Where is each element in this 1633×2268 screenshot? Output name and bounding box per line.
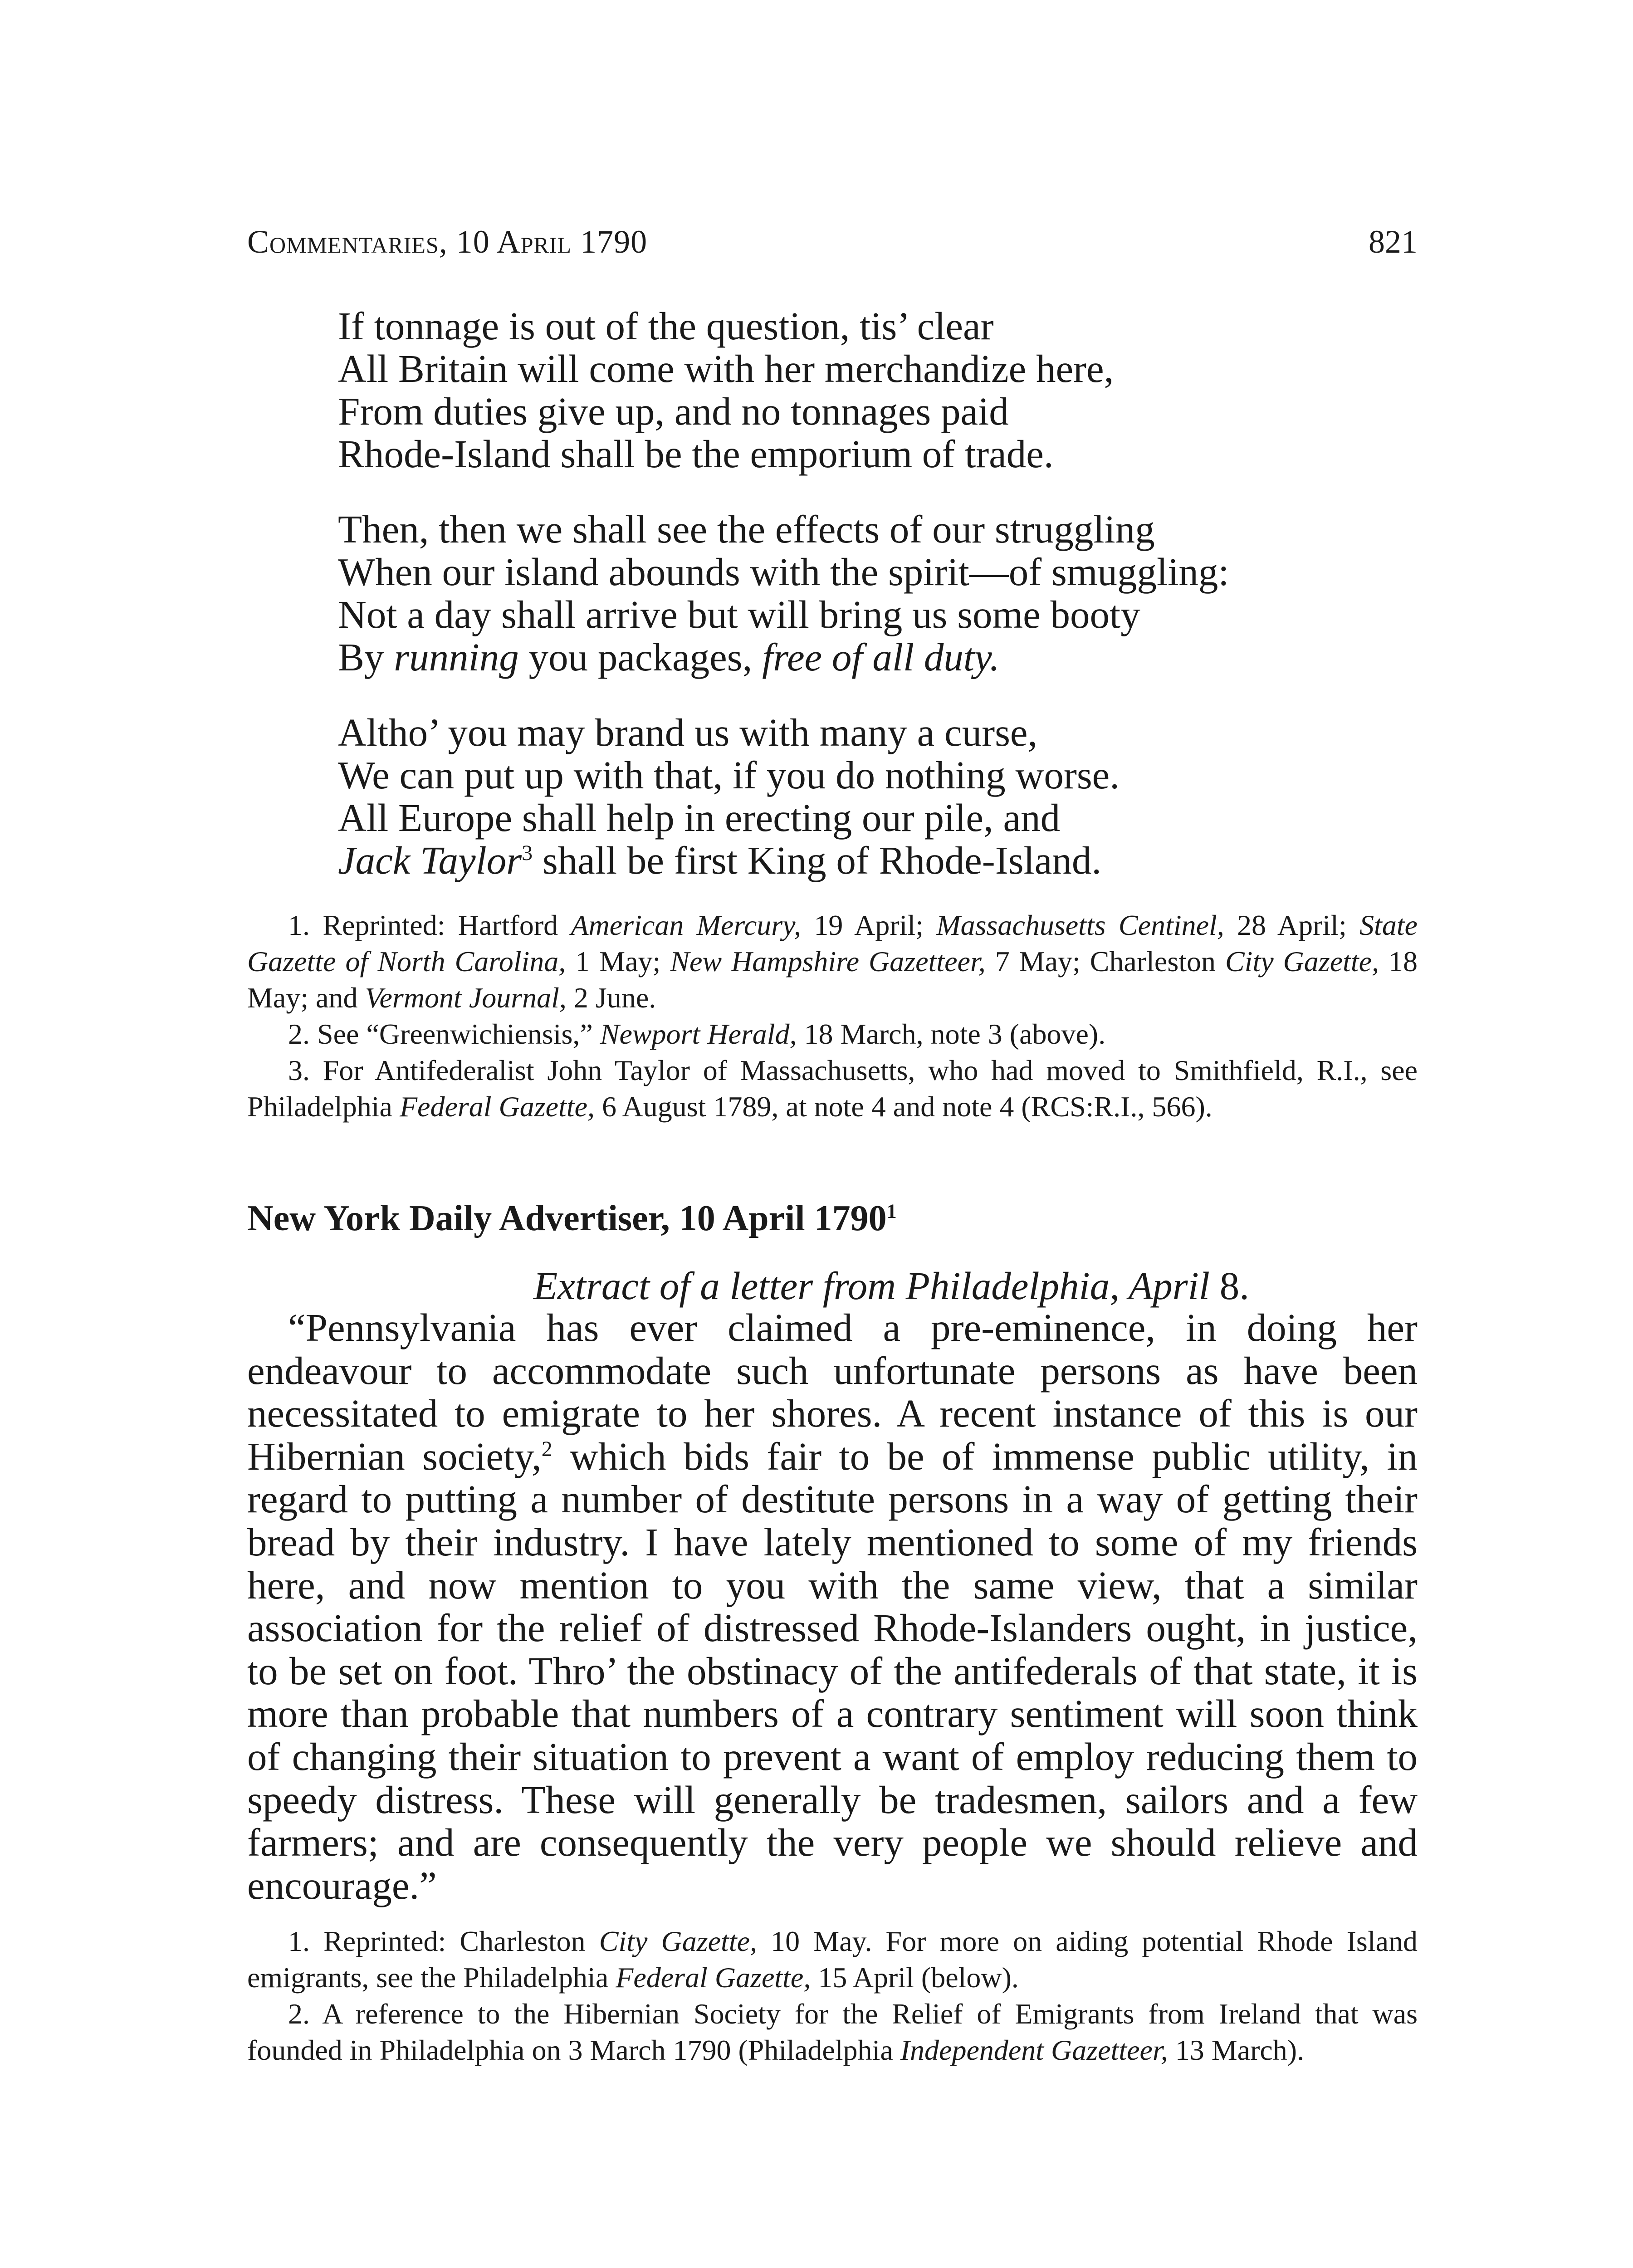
poem-italic-text: free of all duty. (762, 635, 1000, 679)
poem-line: From duties give up, and no tonnages paid (338, 389, 1009, 433)
footnote-text: 2. See “Greenwichiensis,” (288, 1018, 600, 1050)
publication-title: City Gazette, (599, 1925, 758, 1957)
footnote-text: 13 March). (1168, 2034, 1305, 2066)
poem-line: If tonnage is out of the question, tis’ clear (338, 304, 994, 348)
footnote-marker: 2 (541, 1437, 552, 1461)
section-title (247, 1196, 897, 1241)
poem-text: By (338, 635, 394, 679)
footnote (247, 1996, 1418, 2068)
footnote (247, 1923, 1418, 1996)
poem-text: shall be first King of Rhode-Island. (533, 838, 1102, 882)
page-header (247, 221, 1418, 262)
footnote-marker: 1 (886, 1200, 897, 1222)
footnote-text: 18 May; and (247, 945, 1418, 1014)
footnote-text: 3. For Antifederalist John Taylor of Massachusetts, who had moved to Smithfield, R.I., see Philadelphia (247, 1054, 1418, 1123)
poem-line: All Britain will come with her merchandize here, (338, 347, 1114, 391)
poem-stanza-2 (338, 508, 1229, 679)
publication-title: Federal Gazette, (616, 1961, 811, 1994)
footnote-text: 2 June. (566, 982, 656, 1014)
footnote-text: 28 April; (1224, 909, 1360, 941)
footnote-text: 7 May; Charleston (985, 945, 1225, 978)
poem-line: Rhode-Island shall be the emporium of trade. (338, 432, 1054, 476)
dateline-text: 8. (1209, 1264, 1249, 1308)
footnote (247, 1052, 1418, 1125)
poem-line: Altho’ you may brand us with many a curse, (338, 710, 1038, 754)
publication-title: Newport Herald, (600, 1018, 797, 1050)
poem-line: Not a day shall arrive but will bring us some booty (338, 592, 1140, 636)
poem-line: We can put up with that, if you do nothing worse. (338, 753, 1120, 797)
paragraph (247, 1306, 1418, 1907)
footnote-text: 18 March, note 3 (above). (797, 1018, 1106, 1050)
publication-title: Vermont Journal, (365, 982, 567, 1014)
footnote-text: 10 May. For more on aiding potential Rhode Island emigrants, see the Philadelphia (247, 1925, 1418, 1994)
poem-line: All Europe shall help in erecting our pile, and (338, 796, 1061, 840)
publication-title: New Hampshire Gazetteer, (670, 945, 986, 978)
footnote-marker: 3 (522, 841, 533, 865)
footnote-text: 1. Reprinted: Charleston (288, 1925, 599, 1957)
footnote-text: 15 April (below). (811, 1961, 1019, 1994)
footnote-text: 1 May; (566, 945, 670, 978)
footnotes-letter (247, 1923, 1418, 2068)
poem-line (338, 839, 1120, 882)
publication-title: Independent Gazetteer, (900, 2034, 1168, 2066)
footnote-text: 1. Reprinted: Hartford (288, 909, 571, 941)
footnote-text: 6 August 1789, at note 4 and note 4 (RCS:R.I., 566). (595, 1090, 1213, 1123)
page-number: 821 (1369, 224, 1418, 260)
poem-italic-text: Jack Taylor (338, 838, 522, 882)
publication-title: City Gazette, (1225, 945, 1379, 978)
publication-title: State Gazette of North Carolina, (247, 909, 1418, 978)
paragraph-text: which bids fair to be of immense public utility, in regard to putting a number of destitute persons in a way of getting their bread by their industry. I have lately mentioned to some of my friends here, and now mention to you with the same view, that a similar association for the relief of distressed Rhode-Islanders ought, in justice, to be set on foot. Thro’ the obstinacy of the antifederals of that state, it is more than probable that numbers of a contrary sentiment will soon think of changing their situation to prevent a want of employ reducing them to speedy distress. These will generally be tradesmen, sailors and a few farmers; and are consequently the very people we should relieve and encourage.” (247, 1434, 1418, 1907)
poem-line (338, 636, 1229, 679)
publication-title: Massachusetts Centinel, (936, 909, 1224, 941)
poem-line: When our island abounds with the spirit—of smuggling: (338, 550, 1229, 594)
poem-stanza-3 (338, 711, 1120, 882)
poem-line: Then, then we shall see the effects of our struggling (338, 507, 1155, 551)
publication-title: Federal Gazette, (399, 1090, 595, 1123)
publication-title: American Mercury, (571, 909, 801, 941)
footnote-text: 2. A reference to the Hibernian Society for the Relief of Emigrants from Ireland that was founded in Philadelphia on 3 March 1790 (Philadelphia (247, 1998, 1418, 2066)
dateline-italic: Extract of a letter from Philadelphia, April (533, 1264, 1210, 1308)
footnote (247, 907, 1418, 1016)
footnote-text: 19 April; (801, 909, 937, 941)
letter-body (247, 1306, 1418, 1907)
section-title-text: New York Daily Advertiser, 10 April 1790 (247, 1198, 887, 1238)
footnote (247, 1016, 1418, 1052)
poem-text: you packages, (518, 635, 763, 679)
poem-italic-text: running (394, 635, 519, 679)
letter-dateline (247, 1265, 1418, 1307)
footnotes-poem (247, 907, 1418, 1125)
paragraph-text: “Pennsylvania has ever claimed a pre-eminence, in doing her endeavour to accommodate such unfortunate persons as have been necessitated to emigrate to her shores. A recent instance of this is our Hibernian society, (247, 1305, 1418, 1478)
running-head: Commentaries, 10 April 1790 (247, 224, 648, 260)
poem-stanza-1 (338, 305, 1114, 475)
